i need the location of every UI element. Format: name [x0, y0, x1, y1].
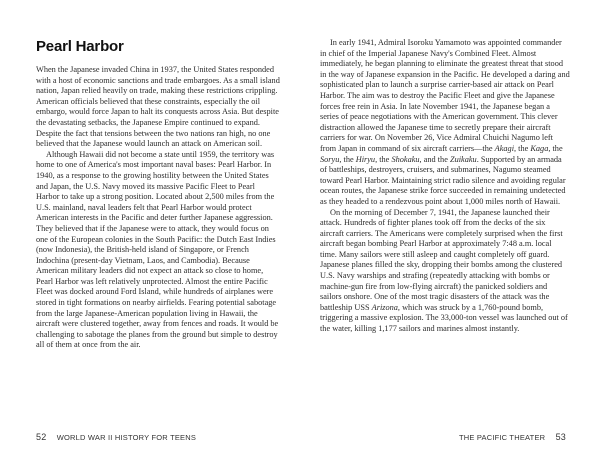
section-heading: Pearl Harbor [36, 38, 124, 55]
text-run: , the [514, 143, 531, 153]
ship-name: Zuikaku [449, 154, 477, 164]
text-run: , the [548, 143, 563, 153]
paragraph [320, 208, 570, 335]
ship-name: Soryu [320, 154, 340, 164]
page-number: 53 [555, 432, 566, 442]
ship-name: Kaga [530, 143, 549, 153]
ship-name: Akagi [494, 143, 514, 153]
text-run: , and the [419, 154, 450, 164]
ship-name: Hiryu [355, 154, 376, 164]
left-footer [28, 432, 196, 442]
running-title: THE PACIFIC THEATER [458, 433, 546, 442]
right-footer [459, 432, 574, 442]
text-run: On the morning of December 7, 1941, the Japanese launched their attack. Hundreds of fighter planes took off from the decks of the six aircraft carriers. The Americans were completely surprised when the first aircraft began bombing Pearl Harbor at approximately 7:48 a.m. local time. Many sailors were still asleep and caught completely off guard. Japanese planes filled the sky, dropping their bombs among the clustered U.S. Navy warships and strafing (repeatedly attacking with bombs or machine-gun fire from low-flying aircraft) the panicked soldiers and sailors onshore. One of the most tragic disasters of the attack was the battleship USS [320, 207, 563, 312]
right-page [300, 0, 600, 464]
paragraph: When the Japanese invaded China in 1937, the United States responded with a host of economic sanctions and trade embargoes. As a small island nation, Japan relied heavily on trade, making these restrictions crippling. American officials believed that these constraints, especially the oil embargo, would force Japan to halt its conquests across Asia. But despite the devastating setbacks, the Japanese Empire continued to expand. Despite the fact that tensions between the two nations ran high, no one believed that the Japanese would launch an attack on American soil. [36, 65, 280, 149]
text-run: In early 1941, Admiral Isoroku Yamamoto was appointed commander in chief of the Imperial Japanese Navy's Combined Fleet. Almost immediately, he began planning to eliminate the greatest threat that stood in the way of Japanese expansion in the Pacific. He developed a daring and sophisticated plan to launch a surprise carrier-based air attack on Pearl Harbor. The aim was to destroy the Pacific Fleet and give the Japanese forces free rein in Asia. In late November 1941, the Japanese began a series of peace negotiations with the American government. This clever distraction allowed the Japanese time to secretly prepare their aircraft carriers for war. On November 26, Vice Admiral Chuichi Nagumo left from Japan in command of six aircraft carriers—the [320, 38, 570, 153]
text-run: , the [375, 154, 392, 164]
text-run: . Supported by an armada of battleships, destroyers, cruisers, and submarines, Nagumo steamed toward Pearl Harbor. Maintaining strict radio silence and avoiding regular ocean routes, the Japanese strike force succeeded in remaining undetected as they headed to a rendezvous point about 1,000 miles north of Hawaii. [320, 154, 566, 206]
text-run: , which was struck by a 1,760-pound bomb, triggering a massive explosion. The 33,000-ton vessel was launched out of the water, killing 1,177 sailors and marines almost instantly. [320, 302, 568, 334]
page-number: 52 [36, 432, 47, 442]
paragraph [320, 38, 570, 208]
text-run: , the [339, 154, 356, 164]
paragraph: Although Hawaii did not become a state until 1959, the territory was home to one of America's most important naval bases: Pearl Harbor. In 1940, as a response to the growing hostility between the United States and Japan, the U.S. Navy moved its massive Pacific Fleet to Pearl Harbor to take up a strong position. Located about 2,500 miles from the U.S. mainland, naval leaders felt that Pearl Harbor would protect American interests in the Pacific and deter further Japanese aggression. They believed that if the Japanese were to attack, they would focus on one of the European colonies in the South Pacific: the Dutch East Indies (now Indonesia), the British-held island of Singapore, or French Indochina (present-day Vietnam, Laos, and Cambodia). Because American military leaders did not expect an attack so close to home, Pearl Harbor was left relatively unprotected. Almost the entire Pacific Fleet was docked around Ford Island, while hundreds of airplanes were stored in tight formations on nearby airfields. Fearing potential sabotage from the large Japanese-American population living in Hawaii, the aircraft were clustered together, away from fences and roads. It would be challenging to sabotage the planes from the ground but simple to destroy all of them at once from the air. [36, 149, 279, 350]
running-title: WORLD WAR II HISTORY FOR TEENS [56, 433, 197, 442]
ship-name: Arizona [371, 302, 398, 312]
ship-name: Shokaku [391, 154, 420, 164]
